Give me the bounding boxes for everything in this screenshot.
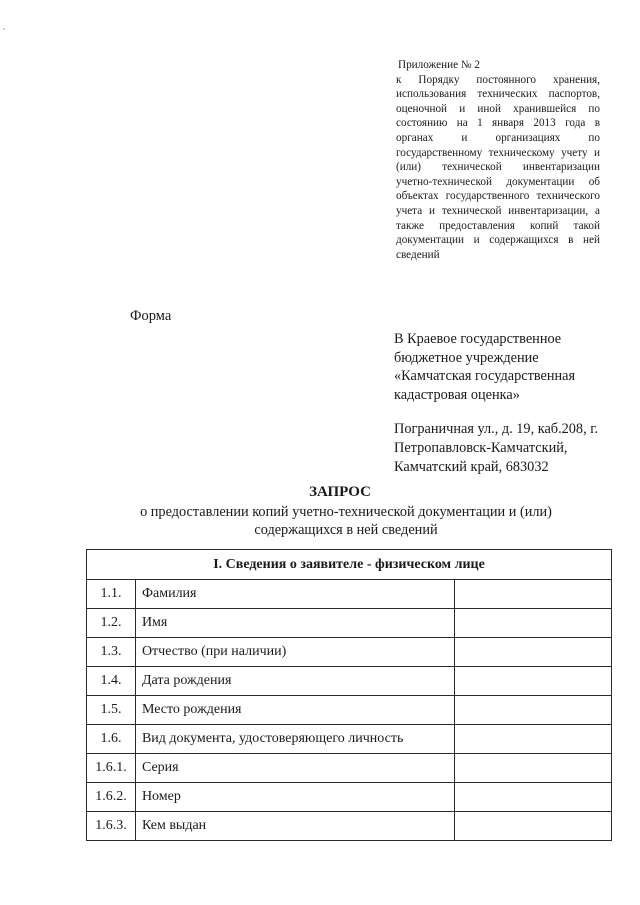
row-value-field[interactable] <box>454 783 611 812</box>
row-number: 1.1. <box>87 580 136 609</box>
corner-mark: , <box>3 22 5 31</box>
document-title: ЗАПРОС <box>309 484 371 500</box>
table-row <box>87 783 612 812</box>
row-field-name: Вид документа, удостоверяющего личность <box>135 725 454 754</box>
row-field-name: Дата рождения <box>135 667 454 696</box>
row-field-name: Отчество (при наличии) <box>135 638 454 667</box>
addressee-recipient: В Краевое государственное бюджетное учреждение «Камчатская государственная кадастровая оценка» <box>394 331 576 403</box>
table-section-header-row <box>87 550 612 580</box>
row-value-field[interactable] <box>454 609 611 638</box>
row-value-field[interactable] <box>454 638 611 667</box>
table-row <box>87 754 612 783</box>
table-section-header: I. Сведения о заявителе - физическом лице <box>87 550 612 580</box>
table-row <box>87 638 612 667</box>
appendix-block <box>396 58 600 262</box>
table-row <box>87 609 612 638</box>
row-field-name: Серия <box>135 754 454 783</box>
applicant-info-table <box>86 549 612 841</box>
row-number: 1.4. <box>87 667 136 696</box>
row-field-name: Кем выдан <box>135 812 454 841</box>
row-number: 1.5. <box>87 696 136 725</box>
addressee-address: Пограничная ул., д. 19, каб.208, г. Петропавловск-Камчатский, Камчатский край, 683032 <box>394 421 599 475</box>
row-field-name: Место рождения <box>135 696 454 725</box>
row-value-field[interactable] <box>454 696 611 725</box>
table-row <box>87 696 612 725</box>
table-row <box>87 725 612 754</box>
form-label: Форма <box>130 308 172 324</box>
appendix-number: Приложение № 2 <box>398 59 480 71</box>
row-number: 1.6.1. <box>87 754 136 783</box>
document-subtitle: о предоставлении копий учетно-технической документации и (или) содержащихся в ней сведений <box>140 504 552 538</box>
table-row <box>87 812 612 841</box>
row-value-field[interactable] <box>454 725 611 754</box>
row-value-field[interactable] <box>454 580 611 609</box>
row-number: 1.6.3. <box>87 812 136 841</box>
row-number: 1.6. <box>87 725 136 754</box>
table-row <box>87 667 612 696</box>
row-field-name: Фамилия <box>135 580 454 609</box>
addressee-block <box>394 330 614 476</box>
row-value-field[interactable] <box>454 667 611 696</box>
row-value-field[interactable] <box>454 754 611 783</box>
row-number: 1.3. <box>87 638 136 667</box>
row-field-name: Номер <box>135 783 454 812</box>
table-row <box>87 580 612 609</box>
row-number: 1.6.2. <box>87 783 136 812</box>
row-field-name: Имя <box>135 609 454 638</box>
row-value-field[interactable] <box>454 812 611 841</box>
appendix-text: к Порядку постоянного хранения, использования технических паспортов, оценочной и иной хранившейся по состоянию на 1 января 2013 года в органах и организациях по государственному техническому учету и (или) технической инвентаризации учетно-технической документации об объектах государственного технического учета и технической инвентаризации, а также предоставления копий такой документации и содержащихся в ней сведений <box>396 73 600 261</box>
row-number: 1.2. <box>87 609 136 638</box>
